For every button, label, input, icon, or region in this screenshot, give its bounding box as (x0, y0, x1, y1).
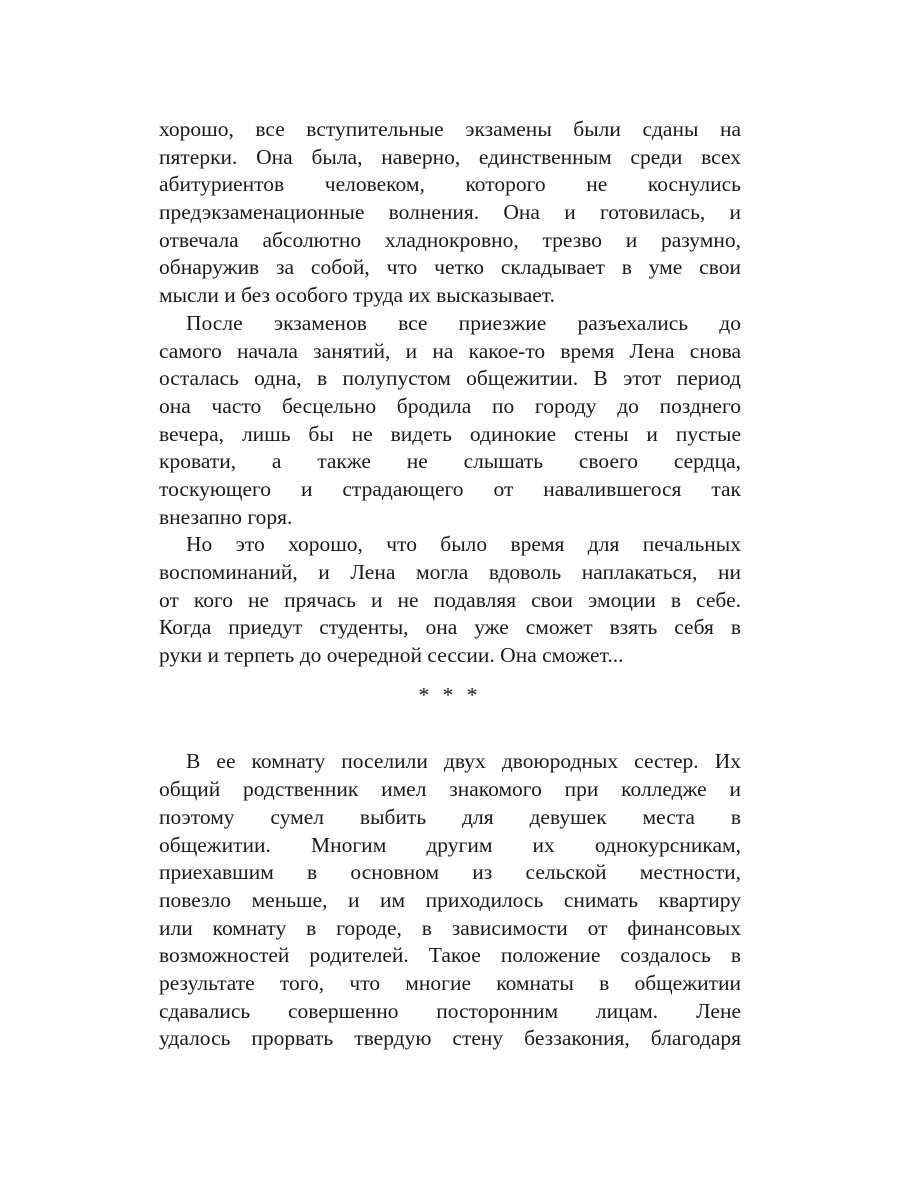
text-line: тоскующего и страдающего от навалившегося так (159, 476, 741, 501)
paragraph-2 (159, 310, 741, 532)
text-line: результате того, что многие комнаты в общежитии (159, 970, 741, 995)
text-line: кровати, а также не слышать своего сердца, (159, 449, 741, 474)
text-line: воспоминаний, и Лена могла вдоволь наплакаться, ни (159, 560, 741, 584)
text-line: Но это хорошо, что было время для печальных (186, 532, 741, 557)
text-line: отвечала абсолютно хладнокровно, трезво и разумно, (159, 227, 741, 252)
paragraph-3 (159, 531, 741, 669)
text-line: предэкзаменационные волнения. Она и готовилась, и (159, 200, 741, 225)
text-line: обнаружив за собой, что четко складывает в уме свои (159, 255, 741, 280)
paragraph-1 (159, 116, 741, 310)
text-line: внезапно горя. (159, 504, 293, 529)
text-line: приехавшим в основном из сельской местности, (159, 860, 741, 885)
text-line: вечера, лишь бы не видеть одинокие стены и пустые (159, 421, 741, 446)
text-line: от кого не прячась и не подавляя свои эмоции в себе. (159, 587, 741, 612)
text-line: руки и терпеть до очередной сессии. Она сможет... (159, 643, 624, 668)
text-line: В ее комнату поселили двух двоюродных сестер. Их (186, 749, 741, 774)
text-line: удалось прорвать твердую стену беззакония, благодаря (159, 1026, 741, 1051)
text-line: или комнату в городе, в зависимости от финансовых (159, 915, 741, 940)
text-line: она часто бесцельно бродила по городу до позднего (159, 393, 741, 418)
text-line: Когда приедут студенты, она уже сможет взять себя в (159, 615, 741, 640)
text-line: общий родственник имел знакомого при колледже и (159, 777, 741, 802)
text-line: хорошо, все вступительные экзамены были сданы на (159, 117, 741, 141)
text-line: самого начала занятий, и на какое-то время Лена снова (159, 338, 741, 363)
page-text (159, 116, 741, 1053)
section-separator: * * * (418, 682, 482, 707)
text-line: После экзаменов все приезжие разъехались до (186, 310, 741, 335)
text-line: общежитии. Многим другим их однокурсникам, (159, 832, 741, 857)
text-line: абитуриентов человеком, которого не коснулись (159, 172, 741, 197)
text-line: сдавались совершенно посторонним лицам. Лене (159, 998, 741, 1023)
text-line: мысли и без особого труда их высказывает. (159, 283, 555, 308)
text-line: возможностей родителей. Такое положение создалось в (159, 943, 741, 968)
paragraph-4 (159, 748, 741, 1053)
text-line: поэтому сумел выбить для девушек места в (159, 804, 741, 829)
text-line: пятерки. Она была, наверно, единственным среди всех (159, 144, 741, 169)
text-line: осталась одна, в полупустом общежитии. В этот период (159, 366, 741, 391)
text-line: повезло меньше, и им приходилось снимать квартиру (159, 887, 741, 912)
